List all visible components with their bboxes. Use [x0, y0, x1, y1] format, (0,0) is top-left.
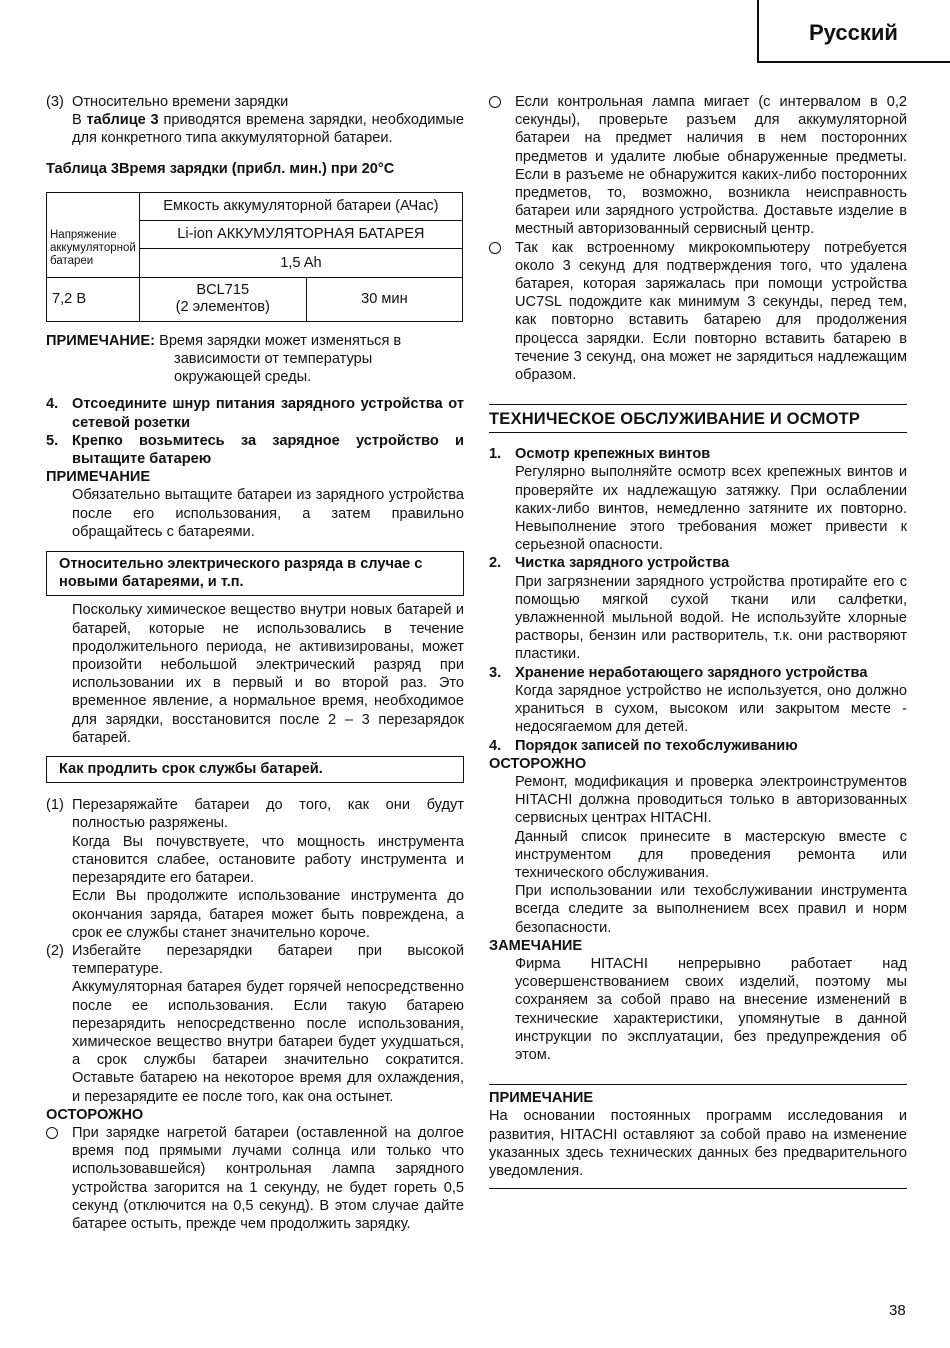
battery-type-header: Li-ion АККУМУЛЯТОРНАЯ БАТАРЕЯ	[139, 220, 462, 248]
paragraph-number: (3)	[46, 94, 64, 110]
maintenance-item-title: Осмотр крепежных винтов	[515, 446, 711, 463]
maintenance-item-title: Хранение неработающего зарядного устройства	[515, 664, 868, 681]
bullet-circle-icon	[489, 96, 501, 108]
section-title: ТЕХНИЧЕСКОЕ ОБСЛУЖИВАНИЕ И ОСМОТР	[489, 404, 907, 433]
language-label: Русский	[809, 20, 898, 45]
remark-label: ЗАМЕЧАНИЕ	[489, 937, 583, 954]
capacity-header: Емкость аккумуляторной батареи (АЧас)	[139, 192, 462, 220]
maintenance-item-title: Чистка зарядного устройства	[515, 555, 730, 572]
battery-model: BCL715	[196, 282, 250, 299]
language-tab	[757, 0, 950, 63]
discharge-box-heading: Относительно электрического разряда в случае с новыми батареями, и т.п.	[46, 551, 464, 596]
maintenance-item-3: 3. Хранение неработающего зарядного устройства Когда зарядное устройство не используется, оно должно храниться в сухом, высоком или закрытом месте - недосягаемом для детей.	[489, 664, 907, 736]
maintenance-item-2: 2. Чистка зарядного устройства При загрязнении зарядного устройства протирайте его с помощью мягкой сухой ткани или салфетки, увлажненной мыльной водой. Не используйте хлорные растворы, бензин или растворитель, т.к. они растворяют пластики.	[489, 555, 907, 663]
paragraph-text: В таблице 3 приводятся времена зарядки, необходимые для конкретного типа аккумуляторной батареи.	[72, 112, 464, 147]
voltage-header: Напряжение аккумуляторной батареи	[47, 220, 140, 277]
battery-life-item-2: (2) Избегайте перезарядки батареи при высокой температуре. Аккумуляторная батарея будет горячей непосредственно после ее использования. Если такую батарею перезарядить непосредственно после использования, химическое вещество внутри батареи будет ухудшаться, а срок службы батареи значительно сократится. Оставьте батарею на некоторое время для охлаждения, и перезарядите ее после того, как она остынет.	[46, 942, 464, 1105]
charging-time-value: 30 мин	[306, 277, 462, 321]
final-note-text: На основании постоянных программ исследования и развития, HITACHI оставляют за собой право на изменение указанных здесь технических данных без предварительного уведомления.	[489, 1108, 907, 1179]
charging-time-paragraph	[46, 93, 464, 148]
note2-text: Обязательно вытащите батареи из зарядного устройства после его использования, а затем правильно обращайтесь с батареями.	[72, 487, 464, 540]
maintenance-item-title: Порядок записей по техобслуживанию	[515, 737, 798, 754]
step-4-text: Отсоедините шнур питания зарядного устройства от сетевой розетки	[72, 396, 464, 431]
battery-life-box-heading: Как продлить срок службы батарей.	[46, 756, 464, 783]
battery-cells: (2 элементов)	[175, 299, 270, 316]
battery-model-cell	[139, 277, 306, 321]
battery-life-item-1: (1) Перезаряжайте батареи до того, как они будут полностью разряжены. Когда Вы почувствуете, что мощность инструмента становится слабее, остановите работу инструмента и перезарядите его батареи. Если Вы продолжите использование инструмента до окончания заряда, батарея может быть повреждена, а срок ее службы станет значительно короче.	[46, 797, 464, 941]
table-title: Таблица 3Время зарядки (прибл. мин.) при 20°С	[46, 160, 395, 177]
remark-text: Фирма HITACHI непрерывно работает над усовершенствованием своих изделий, поэтому мы сохраняем за собой право на внесение изменений в технические характеристики, упомянутые в данной инструкции по эксплуатации, без предупреждения об этом.	[515, 955, 907, 1063]
table-empty-cell	[47, 192, 140, 220]
final-note-label: ПРИМЕЧАНИЕ	[489, 1090, 594, 1107]
capacity-value: 1,5 Ah	[139, 248, 462, 277]
maintenance-item-4: 4. Порядок записей по техобслуживанию	[489, 737, 907, 755]
step-5-text: Крепко возьмитесь за зарядное устройство и вытащите батарею	[72, 432, 464, 468]
caution-label: ОСТОРОЖНО	[46, 1106, 144, 1123]
page-number: 38	[889, 1302, 906, 1319]
table-note: ПРИМЕЧАНИЕ: Время зарядки может изменяться в зависимости от температуры окружающей среды.	[46, 332, 402, 386]
note2-label: ПРИМЕЧАНИЕ	[46, 469, 151, 486]
charging-time-table	[46, 192, 463, 322]
bullet-circle-icon	[489, 242, 501, 254]
note-label: ПРИМЕЧАНИЕ:	[46, 332, 156, 349]
left-column	[46, 93, 464, 1233]
maintenance-item-1: 1. Осмотр крепежных винтов Регулярно выполняйте осмотр всех крепежных винтов и проверяйте их надлежащую затяжку. При ослаблении каких-либо винтов, немедленно затяните их повторно. Невыполнение этого требования может привести к серьезной опасности.	[489, 446, 907, 554]
right-column	[489, 93, 907, 1189]
divider	[489, 1188, 907, 1189]
paragraph-heading: Относительно времени зарядки	[72, 94, 289, 110]
caution-bullet-1: При зарядке нагретой батареи (оставленной на долгое время под прямыми лучами солнца или только что использовавшейся) контрольная лампа зарядного устройства загорится на 1 секунду, не будет гореть 0,5 секунд (отключится на 0,5 секунд). В этом случае дайте батарее остыть, прежде чем продолжить зарядку.	[46, 1124, 464, 1233]
bullet-circle-icon	[46, 1127, 58, 1139]
caution-bullet-2: Если контрольная лампа мигает (с интервалом в 0,2 секунды), проверьте разъем для аккумуляторной батареи на предмет наличия в нем посторонних предметов и удалите любые обнаруженные предметы. Если в разъеме не обнаружится каких-либо посторонних предметов, то, возможно, возникла неисправность батареи или зарядного устройства. Доставьте изделие в местный авторизованный сервисный центр.	[489, 93, 907, 239]
discharge-text: Поскольку химическое вещество внутри новых батарей и батарей, которые не использовались в течение продолжительного периода, не активизированы, может произойти небольшой электрический разряд при использовании их в первый и во второй раз. Это временное явление, а нормальное время, необходимое для зарядки, восстановится после 2 – 3 перезарядок батарей.	[72, 602, 464, 746]
divider	[489, 1084, 907, 1085]
step-4: 4. Отсоедините шнур питания зарядного устройства от сетевой розетки	[46, 396, 464, 431]
caution-text: Ремонт, модификация и проверка электроинструментов HITACHI должна проводиться только в авторизованных сервисных центрах HITACHI. Данный список принесите в мастерскую вместе с инструментом для проведения ремонта или технического обслуживания. При использовании или техобслуживании инструмента всегда следите за выполнением всех правил и норм безопасности.	[515, 773, 907, 936]
step-5: 5. Крепко возьмитесь за зарядное устройство и вытащите батарею	[46, 432, 464, 468]
voltage-value: 7,2 В	[47, 277, 140, 321]
caution-bullet-3: Так как встроенному микрокомпьютеру потребуется около 3 секунд для подтверждения того, что удалена батарея, которая заряжалась при помощи устройства UC7SL подождите как минимум 3 секунды, перед тем, как повторно вставить батарею для продолжения процесса зарядки. Если повторно вставить батарею в течение 3 секунд, она может не зарядиться надлежащим образом.	[489, 239, 907, 385]
note-text: Время зарядки может изменяться в	[155, 332, 402, 349]
caution-label: ОСТОРОЖНО	[489, 755, 587, 772]
